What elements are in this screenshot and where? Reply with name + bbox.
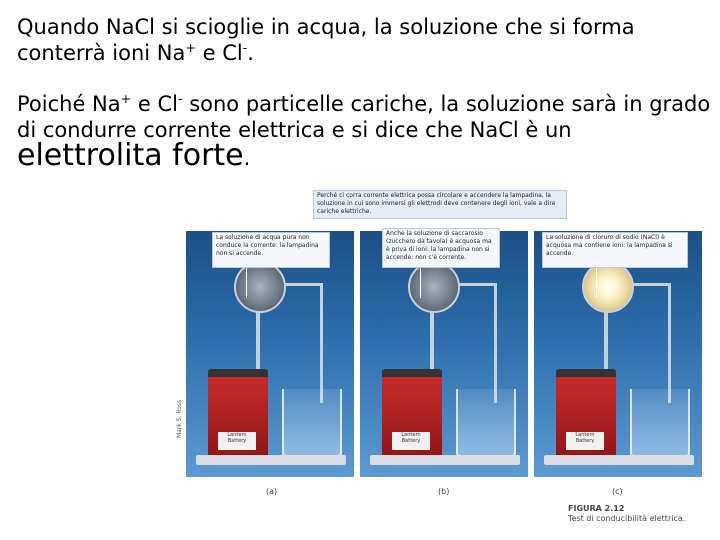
battery-icon: Lantern Battery [208, 369, 268, 463]
figure-number: FIGURA 2.12 [568, 504, 625, 513]
panel-label-b: (b) [438, 487, 450, 496]
electrolyte-paragraph: Poiché Na+ e Cl- sono particelle cariche, la soluzione sarà in grado di condurre corrente elettrica e si dice che NaCl è un elettrolita forte. [17, 91, 711, 173]
lamp-off-icon [408, 261, 460, 313]
caption-salt-solution: La soluzione di cloruro di sodio (NaCl) è acquosa ma contiene ioni: la lampadina si accende. [542, 232, 688, 268]
figure-title: Test di conducibilità elettrica. [568, 514, 686, 523]
lamp-off-icon [234, 261, 286, 313]
panel-label-a: (a) [266, 487, 278, 496]
battery-icon: Lantern Battery [556, 369, 616, 463]
intro-paragraph: Quando NaCl si scioglie in acqua, la soluzione che si forma conterrà ioni Na+ e Cl-. [17, 15, 635, 65]
figure-caption-main: Perché ci corra corrente elettrica possa circolare e accendere la lampadina, la soluzione in cui sono immersi gli elettrodi deve contenere degli ioni, vale a dire cariche elettriche. [313, 190, 567, 219]
caption-pure-water: La soluzione di acqua pura non conduce la corrente: la lampadina non si accende. [212, 232, 330, 268]
beaker-icon [630, 389, 690, 457]
caption-sugar-solution: Anche la soluzione di saccarosio (zucchero da tavola) è acquosa ma è priva di ioni: la lampadina non si accende: non c'è corrente. [382, 228, 500, 268]
beaker-icon [456, 389, 516, 457]
conductivity-figure [176, 188, 706, 528]
battery-icon: Lantern Battery [382, 369, 442, 463]
strong-electrolyte-term: elettrolita forte [17, 138, 244, 173]
panel-label-c: (c) [612, 487, 623, 496]
beaker-icon [282, 389, 342, 457]
lamp-lit-icon [582, 261, 634, 313]
photo-credit: Mark S. Ross [176, 399, 183, 438]
